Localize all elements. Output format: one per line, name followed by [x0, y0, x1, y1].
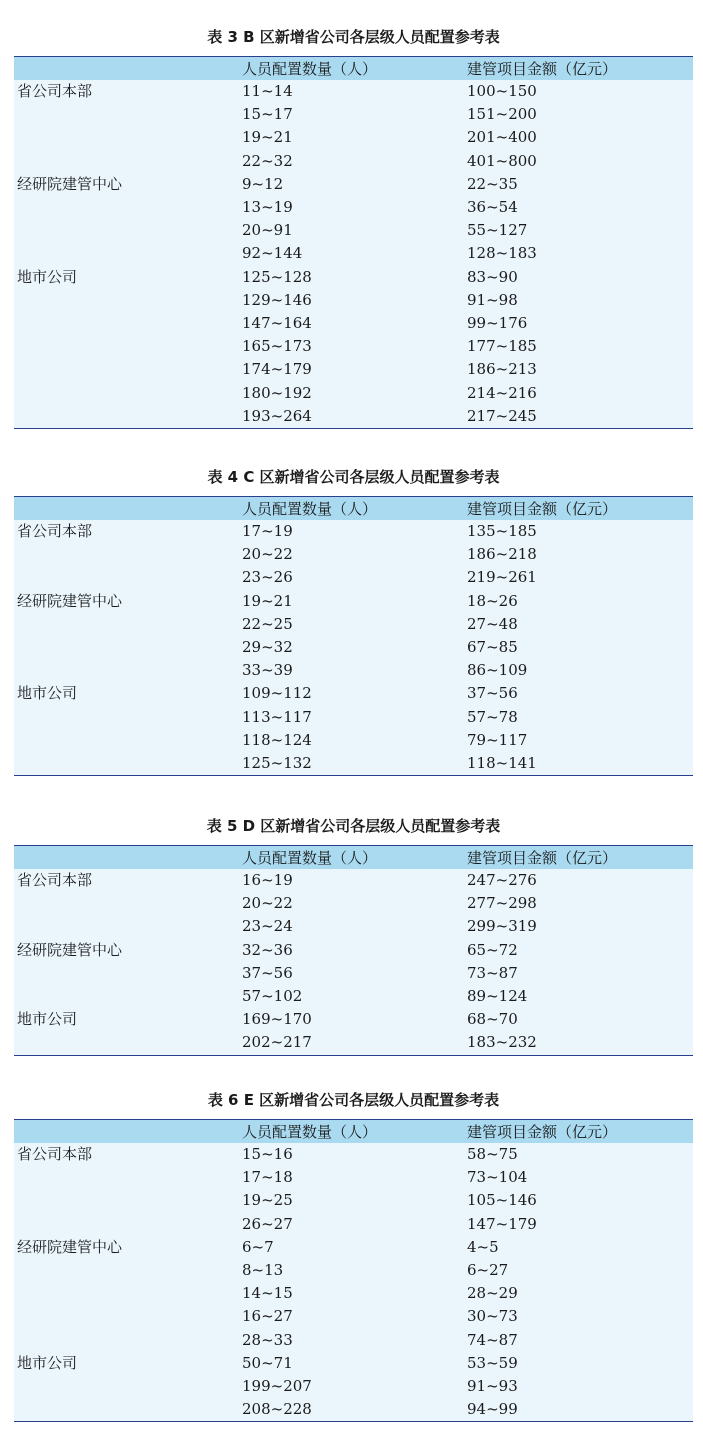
org-level-cell	[14, 219, 242, 242]
org-level-cell	[14, 150, 242, 173]
table-row	[14, 1031, 693, 1055]
org-level-cell	[14, 659, 242, 682]
table-row	[14, 1352, 693, 1375]
table-row	[14, 1398, 693, 1422]
table-row	[14, 358, 693, 381]
table-row	[14, 915, 693, 938]
project-amount-cell: 74~87	[467, 1330, 518, 1349]
staff-count-cell: 17~18	[242, 1168, 293, 1187]
org-level-cell: 省公司本部	[17, 522, 93, 541]
table-row	[14, 869, 693, 892]
table-row	[14, 312, 693, 335]
table-row	[14, 1259, 693, 1282]
org-level-cell	[14, 405, 242, 429]
table-row	[14, 80, 693, 103]
org-level-cell	[14, 1329, 242, 1352]
staff-count-cell: 193~264	[242, 406, 312, 425]
table-row	[14, 1329, 693, 1352]
org-level-cell	[14, 613, 242, 636]
project-amount-cell: 22~35	[467, 174, 518, 193]
table-header-row	[14, 846, 693, 870]
staff-count-cell: 17~19	[242, 522, 293, 541]
project-amount-cell: 128~183	[467, 244, 537, 263]
project-amount-cell: 147~179	[467, 1214, 537, 1233]
staff-count-cell: 109~112	[242, 684, 312, 703]
table-row	[14, 1375, 693, 1398]
staff-count-cell: 19~25	[242, 1191, 293, 1210]
org-level-cell: 地市公司	[17, 1010, 78, 1029]
table-row	[14, 242, 693, 265]
staff-count-cell: 174~179	[242, 360, 312, 379]
project-amount-cell: 73~104	[467, 1168, 528, 1187]
staff-count-cell: 26~27	[242, 1214, 293, 1233]
table-row	[14, 729, 693, 752]
table-row	[14, 173, 693, 196]
staff-count-cell: 16~27	[242, 1307, 293, 1326]
table-row	[14, 126, 693, 149]
column-header: 人员配置数量（人）	[242, 1120, 467, 1144]
project-amount-cell: 65~72	[467, 940, 518, 959]
project-amount-cell: 217~245	[467, 406, 537, 425]
org-level-cell: 地市公司	[17, 267, 78, 286]
project-amount-cell: 94~99	[467, 1400, 518, 1419]
staff-count-cell: 15~16	[242, 1145, 293, 1164]
staff-count-cell: 50~71	[242, 1353, 293, 1372]
table-row	[14, 1189, 693, 1212]
staff-count-cell: 11~14	[242, 82, 293, 101]
project-amount-cell: 89~124	[467, 987, 528, 1006]
org-level-cell	[14, 335, 242, 358]
table-row	[14, 1008, 693, 1031]
table-row	[14, 150, 693, 173]
staff-count-cell: 16~19	[242, 871, 293, 890]
project-amount-cell: 53~59	[467, 1353, 518, 1372]
org-level-cell	[14, 196, 242, 219]
table-row	[14, 590, 693, 613]
table-row	[14, 266, 693, 289]
project-amount-cell: 118~141	[467, 753, 537, 772]
table-row	[14, 682, 693, 705]
table-section-5	[14, 815, 693, 1056]
table-row	[14, 405, 693, 429]
table-row	[14, 1166, 693, 1189]
staff-count-cell: 147~164	[242, 313, 312, 332]
project-amount-cell: 91~98	[467, 290, 518, 309]
staff-count-cell: 199~207	[242, 1376, 312, 1395]
table-row	[14, 1305, 693, 1328]
table-row	[14, 289, 693, 312]
staff-count-cell: 20~22	[242, 894, 293, 913]
project-amount-cell: 105~146	[467, 1191, 537, 1210]
project-amount-cell: 214~216	[467, 383, 537, 402]
project-amount-cell: 68~70	[467, 1010, 518, 1029]
column-header: 建管项目金额（亿元）	[467, 57, 693, 81]
org-level-cell	[14, 915, 242, 938]
table-row	[14, 706, 693, 729]
staff-count-cell: 8~13	[242, 1261, 284, 1280]
table-section-4	[14, 466, 693, 776]
table-row	[14, 636, 693, 659]
table-caption: 表 4 C 区新增省公司各层级人员配置参考表	[207, 468, 500, 486]
org-level-cell	[14, 1189, 242, 1212]
table-header-row	[14, 57, 693, 81]
org-level-cell	[14, 1213, 242, 1236]
project-amount-cell: 58~75	[467, 1145, 518, 1164]
project-amount-cell: 151~200	[467, 105, 537, 124]
staff-count-cell: 113~117	[242, 707, 312, 726]
column-header	[14, 57, 242, 81]
project-amount-cell: 37~56	[467, 684, 518, 703]
staff-count-cell: 180~192	[242, 383, 312, 402]
staffing-table	[14, 845, 693, 1056]
table-row	[14, 939, 693, 962]
project-amount-cell: 18~26	[467, 591, 518, 610]
table-row	[14, 543, 693, 566]
table-row	[14, 1143, 693, 1166]
column-header: 人员配置数量（人）	[242, 846, 467, 870]
project-amount-cell: 299~319	[467, 917, 537, 936]
org-level-cell: 经研院建管中心	[17, 1237, 123, 1256]
table-row	[14, 659, 693, 682]
staff-count-cell: 15~17	[242, 105, 293, 124]
org-level-cell	[14, 752, 242, 776]
staff-count-cell: 202~217	[242, 1033, 312, 1052]
org-level-cell	[14, 358, 242, 381]
staff-count-cell: 118~124	[242, 730, 312, 749]
project-amount-cell: 219~261	[467, 568, 537, 587]
column-header: 建管项目金额（亿元）	[467, 497, 693, 521]
staffing-table	[14, 56, 693, 429]
project-amount-cell: 91~93	[467, 1376, 518, 1395]
project-amount-cell: 57~78	[467, 707, 518, 726]
org-level-cell	[14, 543, 242, 566]
staff-count-cell: 33~39	[242, 661, 293, 680]
org-level-cell	[14, 1031, 242, 1055]
staff-count-cell: 37~56	[242, 963, 293, 982]
staffing-table	[14, 496, 693, 776]
project-amount-cell: 186~213	[467, 360, 537, 379]
table-row	[14, 520, 693, 543]
project-amount-cell: 277~298	[467, 894, 537, 913]
org-level-cell	[14, 962, 242, 985]
project-amount-cell: 186~218	[467, 545, 537, 564]
org-level-cell: 经研院建管中心	[17, 591, 123, 610]
table-caption: 表 6 E 区新增省公司各层级人员配置参考表	[207, 1091, 500, 1109]
staff-count-cell: 208~228	[242, 1400, 312, 1419]
table-row	[14, 752, 693, 776]
org-level-cell	[14, 289, 242, 312]
staff-count-cell: 57~102	[242, 987, 303, 1006]
project-amount-cell: 201~400	[467, 128, 537, 147]
project-amount-cell: 100~150	[467, 82, 537, 101]
org-level-cell: 地市公司	[17, 1353, 78, 1372]
table-header-row	[14, 497, 693, 521]
org-level-cell	[14, 1305, 242, 1328]
org-level-cell: 省公司本部	[17, 82, 93, 101]
org-level-cell	[14, 1282, 242, 1305]
org-level-cell	[14, 1398, 242, 1422]
table-row	[14, 985, 693, 1008]
staff-count-cell: 169~170	[242, 1010, 312, 1029]
table-row	[14, 613, 693, 636]
org-level-cell	[14, 312, 242, 335]
project-amount-cell: 247~276	[467, 871, 537, 890]
table-row	[14, 1213, 693, 1236]
project-amount-cell: 4~5	[467, 1237, 499, 1256]
project-amount-cell: 401~800	[467, 151, 537, 170]
column-header: 人员配置数量（人）	[242, 57, 467, 81]
staff-count-cell: 28~33	[242, 1330, 293, 1349]
org-level-cell	[14, 1259, 242, 1282]
table-row	[14, 103, 693, 126]
staff-count-cell: 13~19	[242, 198, 293, 217]
org-level-cell	[14, 126, 242, 149]
table-row	[14, 1236, 693, 1259]
org-level-cell: 经研院建管中心	[17, 174, 123, 193]
org-level-cell	[14, 242, 242, 265]
table-row	[14, 1282, 693, 1305]
org-level-cell: 地市公司	[17, 684, 78, 703]
table-row	[14, 892, 693, 915]
table-caption: 表 5 D 区新增省公司各层级人员配置参考表	[206, 817, 501, 835]
staff-count-cell: 125~132	[242, 753, 312, 772]
table-row	[14, 196, 693, 219]
staff-count-cell: 23~26	[242, 568, 293, 587]
project-amount-cell: 79~117	[467, 730, 528, 749]
org-level-cell	[14, 636, 242, 659]
org-level-cell	[14, 103, 242, 126]
project-amount-cell: 99~176	[467, 313, 528, 332]
table-row	[14, 962, 693, 985]
staff-count-cell: 129~146	[242, 290, 312, 309]
org-level-cell	[14, 706, 242, 729]
org-level-cell	[14, 892, 242, 915]
project-amount-cell: 135~185	[467, 522, 537, 541]
table-row	[14, 566, 693, 589]
project-amount-cell: 27~48	[467, 614, 518, 633]
staff-count-cell: 19~21	[242, 128, 293, 147]
staff-count-cell: 165~173	[242, 337, 312, 356]
org-level-cell: 省公司本部	[17, 1145, 93, 1164]
org-level-cell: 省公司本部	[17, 871, 93, 890]
staffing-table	[14, 1119, 693, 1422]
org-level-cell	[14, 985, 242, 1008]
staff-count-cell: 32~36	[242, 940, 293, 959]
project-amount-cell: 73~87	[467, 963, 518, 982]
staff-count-cell: 14~15	[242, 1284, 293, 1303]
table-row	[14, 219, 693, 242]
org-level-cell	[14, 1375, 242, 1398]
org-level-cell	[14, 566, 242, 589]
project-amount-cell: 36~54	[467, 198, 518, 217]
staff-count-cell: 19~21	[242, 591, 293, 610]
staff-count-cell: 29~32	[242, 638, 293, 657]
staff-count-cell: 20~91	[242, 221, 293, 240]
staff-count-cell: 22~32	[242, 151, 293, 170]
project-amount-cell: 86~109	[467, 661, 528, 680]
column-header: 建管项目金额（亿元）	[467, 1120, 693, 1144]
staff-count-cell: 9~12	[242, 174, 284, 193]
org-level-cell	[14, 729, 242, 752]
project-amount-cell: 28~29	[467, 1284, 518, 1303]
table-caption: 表 3 B 区新增省公司各层级人员配置参考表	[207, 28, 500, 46]
staff-count-cell: 20~22	[242, 545, 293, 564]
project-amount-cell: 67~85	[467, 638, 518, 657]
staff-count-cell: 125~128	[242, 267, 312, 286]
staff-count-cell: 22~25	[242, 614, 293, 633]
project-amount-cell: 6~27	[467, 1261, 509, 1280]
project-amount-cell: 183~232	[467, 1033, 537, 1052]
column-header: 建管项目金额（亿元）	[467, 846, 693, 870]
table-section-6	[14, 1089, 693, 1422]
table-row	[14, 381, 693, 404]
column-header	[14, 1120, 242, 1144]
table-header-row	[14, 1120, 693, 1144]
org-level-cell: 经研院建管中心	[17, 940, 123, 959]
project-amount-cell: 55~127	[467, 221, 528, 240]
project-amount-cell: 177~185	[467, 337, 537, 356]
staff-count-cell: 92~144	[242, 244, 303, 263]
staff-count-cell: 6~7	[242, 1237, 274, 1256]
staff-count-cell: 23~24	[242, 917, 293, 936]
table-section-3	[14, 26, 693, 429]
org-level-cell	[14, 1166, 242, 1189]
column-header	[14, 497, 242, 521]
project-amount-cell: 30~73	[467, 1307, 518, 1326]
org-level-cell	[14, 381, 242, 404]
project-amount-cell: 83~90	[467, 267, 518, 286]
table-row	[14, 335, 693, 358]
column-header: 人员配置数量（人）	[242, 497, 467, 521]
column-header	[14, 846, 242, 870]
